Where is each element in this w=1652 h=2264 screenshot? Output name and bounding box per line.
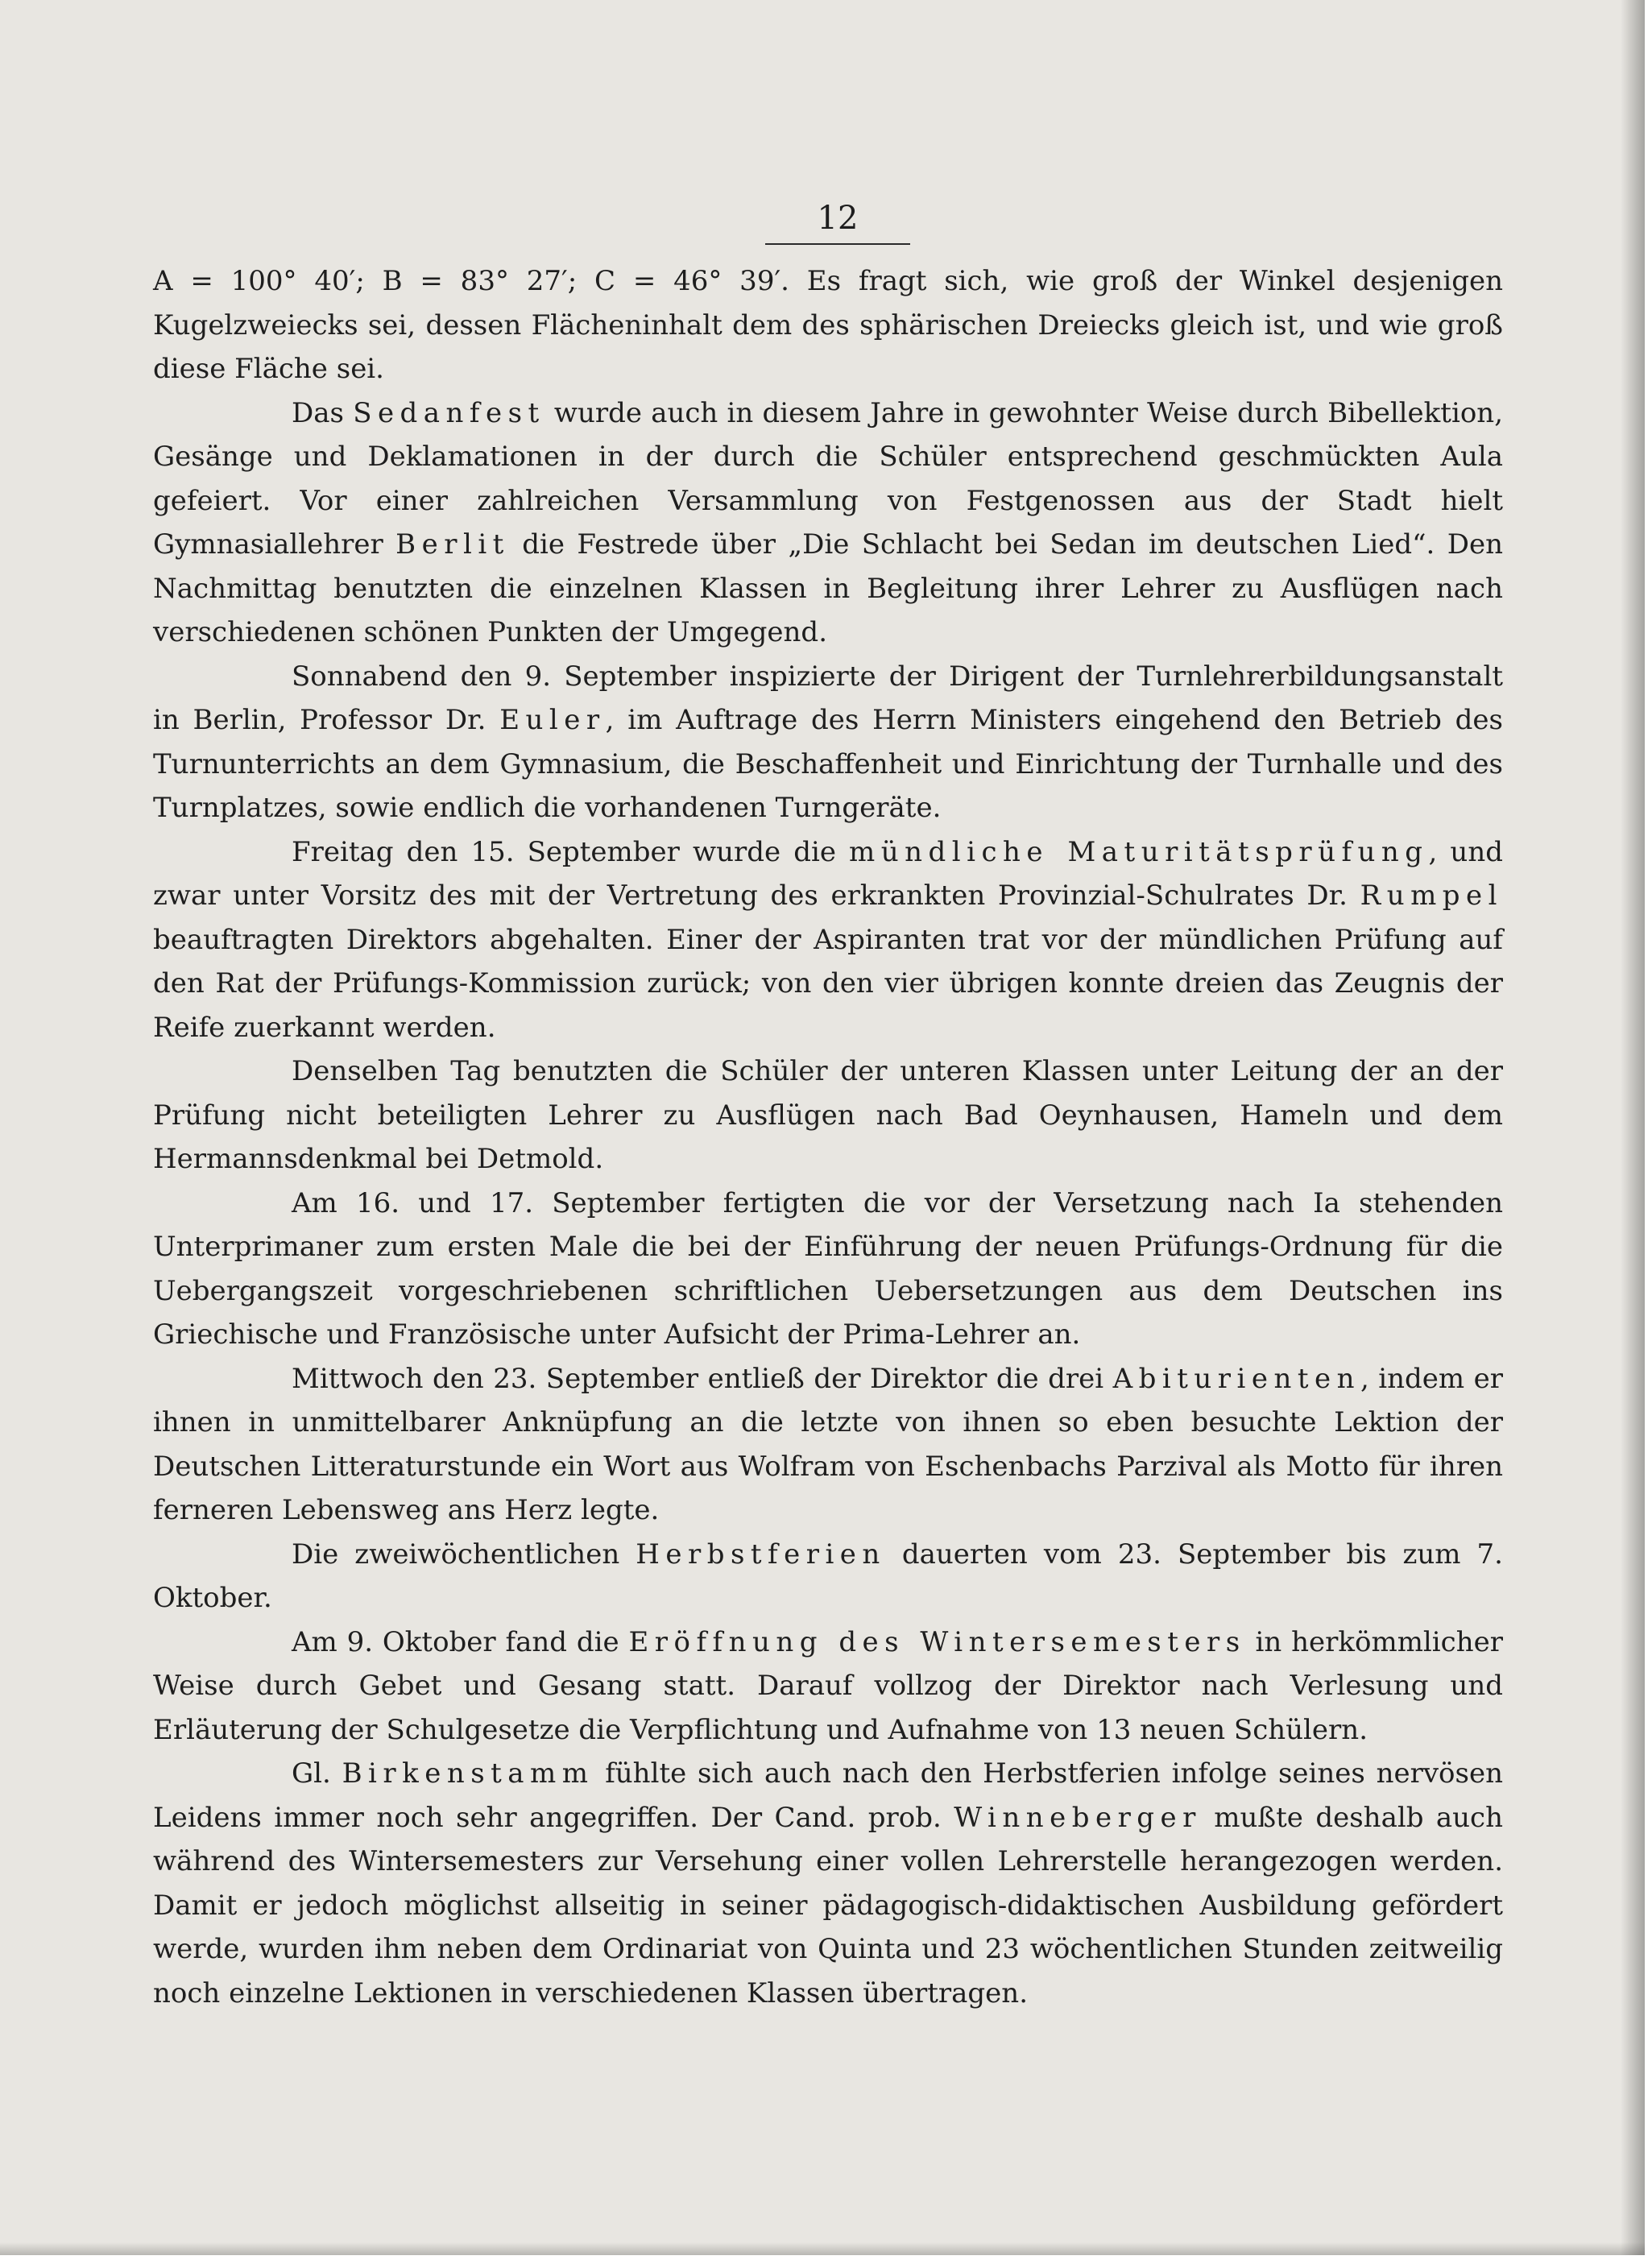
spaced-emphasis: Euler <box>499 704 606 736</box>
spaced-emphasis: mündliche Maturitätsprüfung <box>849 835 1429 868</box>
text-run: wurde auch in diesem Jahre in gewohnter Weise durch Bibellektion, Gesänge und Deklamationen in der durch die Schüler entsprechend geschmückten Aula gefeiert. Vor einer zahlreichen Versammlung von Festgenossen aus der Stadt hielt Gymnasiallehrer <box>153 396 1503 561</box>
paragraph-p5 <box>153 1049 1503 1182</box>
text-run: Denselben Tag benutzten die Schüler der unteren Klassen unter Leitung der an der Prüfung nicht beteiligten Lehrer zu Ausflügen nach Bad Oeynhausen, Hameln und dem Hermannsdenkmal bei Detmold. <box>153 1055 1503 1175</box>
text-run: A = 100° 40′; B = 83° 27′; C = 46° 39′. Es fragt sich, wie groß der Winkel desjenigen Kugelzweiecks sei, dessen Flächeninhalt dem des sphärischen Dreiecks gleich ist, und wie groß diese Fläche sei. <box>153 265 1503 385</box>
spaced-emphasis: Berlit <box>395 528 510 561</box>
text-run: in herkömmlicher Weise durch Gebet und Gesang statt. Darauf vollzog der Direktor nach Verlesung und Erläuterung der Schulgesetze die Verpflichtung und Aufnahme von 13 neuen Schülern. <box>153 1625 1503 1746</box>
text-run: , und zwar unter Vorsitz des mit der Vertretung des erkrankten Provinzial-Schulrates Dr. <box>153 835 1503 912</box>
page-number: 12 <box>817 200 859 237</box>
paragraph-p6 <box>153 1182 1503 1357</box>
spaced-emphasis: Winneberger <box>954 1801 1202 1834</box>
text-run: beauftragten Direktors abgehalten. Einer der Aspiranten trat vor der mündlichen Prüfung auf den Rat der Prüfungs-Kommission zurück; von den vier übrigen konnte dreien das Zeugnis der Reife zuerkannt werden. <box>153 923 1503 1044</box>
text-run: Die zweiwöchentlichen <box>292 1538 636 1571</box>
paragraph-p1 <box>153 259 1503 391</box>
text-run: Am 16. und 17. September fertigten die vor der Versetzung nach Ia stehenden Unterprimaner zum ersten Male die bei der Einführung der neuen Prüfungs-Ordnung für die Uebergangszeit vorgeschriebenen schriftlichen Uebersetzungen aus dem Deutschen ins Griechische und Französische unter Aufsicht der Prima-Lehrer an. <box>153 1186 1503 1351</box>
text-run: , im Auftrage des Herrn Ministers eingehend den Betrieb des Turnunterrichts an dem Gymnasium, die Beschaffenheit und Einrichtung der Turnhalle und des Turnplatzes, sowie endlich die vorhandenen Turngeräte. <box>153 704 1503 824</box>
page-number-rule <box>765 243 910 245</box>
text-run: Das <box>292 396 354 429</box>
text-run: Am 9. Oktober fand die <box>292 1625 629 1658</box>
text-run: mußte deshalb auch während des Wintersemesters zur Versehung einer vollen Lehrerstelle herangezogen werden. Damit er jedoch möglichst allseitig in seiner pädagogisch-didaktischen Ausbildung gefördert werde, wurden ihm neben dem Ordinariat von Quinta und 23 wöchentlichen Stunden zeitweilig noch einzelne Lektionen in verschiedenen Klassen übertragen. <box>153 1801 1503 2009</box>
spaced-emphasis: Eröffnung des Wintersemesters <box>628 1625 1246 1658</box>
paragraph-p2 <box>153 391 1503 655</box>
paragraph-p3 <box>153 655 1503 830</box>
text-run: die Festrede über „Die Schlacht bei Sedan im deutschen Lied“. Den Nachmittag benutzten die einzelnen Klassen in Begleitung ihrer Lehrer zu Ausflügen nach verschiedenen schönen Punkten der Umgegend. <box>153 528 1503 648</box>
spaced-emphasis: Sedanfest <box>353 396 545 429</box>
text-run: dauerten vom 23. September bis zum 7. Oktober. <box>153 1538 1503 1614</box>
body-text <box>153 259 1503 2015</box>
text-run: , indem er ihnen in unmittelbarer Anknüpfung an die letzte von ihnen so eben besuchte Lektion der Deutschen Litteraturstunde ein Wort aus Wolfram von Eschenbachs Parzival als Motto für ihren ferneren Lebensweg ans Herz legte. <box>153 1362 1503 1526</box>
text-run: Gl. <box>292 1757 342 1790</box>
paragraph-p7 <box>153 1357 1503 1533</box>
paragraph-p9 <box>153 1620 1503 1753</box>
text-run: Mittwoch den 23. September entließ der Direktor die drei <box>292 1362 1113 1395</box>
paragraph-p4 <box>153 830 1503 1050</box>
page-bottom-shadow <box>0 2242 1645 2255</box>
text-run: Sonnabend den 9. September inspizierte der Dirigent der Turnlehrerbildungsanstalt in Berlin, Professor Dr. <box>153 660 1503 736</box>
paragraph-p8 <box>153 1533 1503 1620</box>
spaced-emphasis: Herbstferien <box>636 1538 886 1571</box>
text-run: fühlte sich auch nach den Herbstferien infolge seines nervösen Leidens immer noch sehr angegriffen. Der Cand. prob. <box>153 1757 1503 1834</box>
text-run: Freitag den 15. September wurde die <box>292 835 850 868</box>
paragraph-p10 <box>153 1752 1503 2015</box>
spaced-emphasis: Abiturienten <box>1112 1362 1360 1395</box>
page-edge-shadow <box>1621 0 1645 2255</box>
spaced-emphasis: Birkenstamm <box>342 1757 594 1790</box>
spaced-emphasis: Rumpel <box>1360 880 1503 912</box>
